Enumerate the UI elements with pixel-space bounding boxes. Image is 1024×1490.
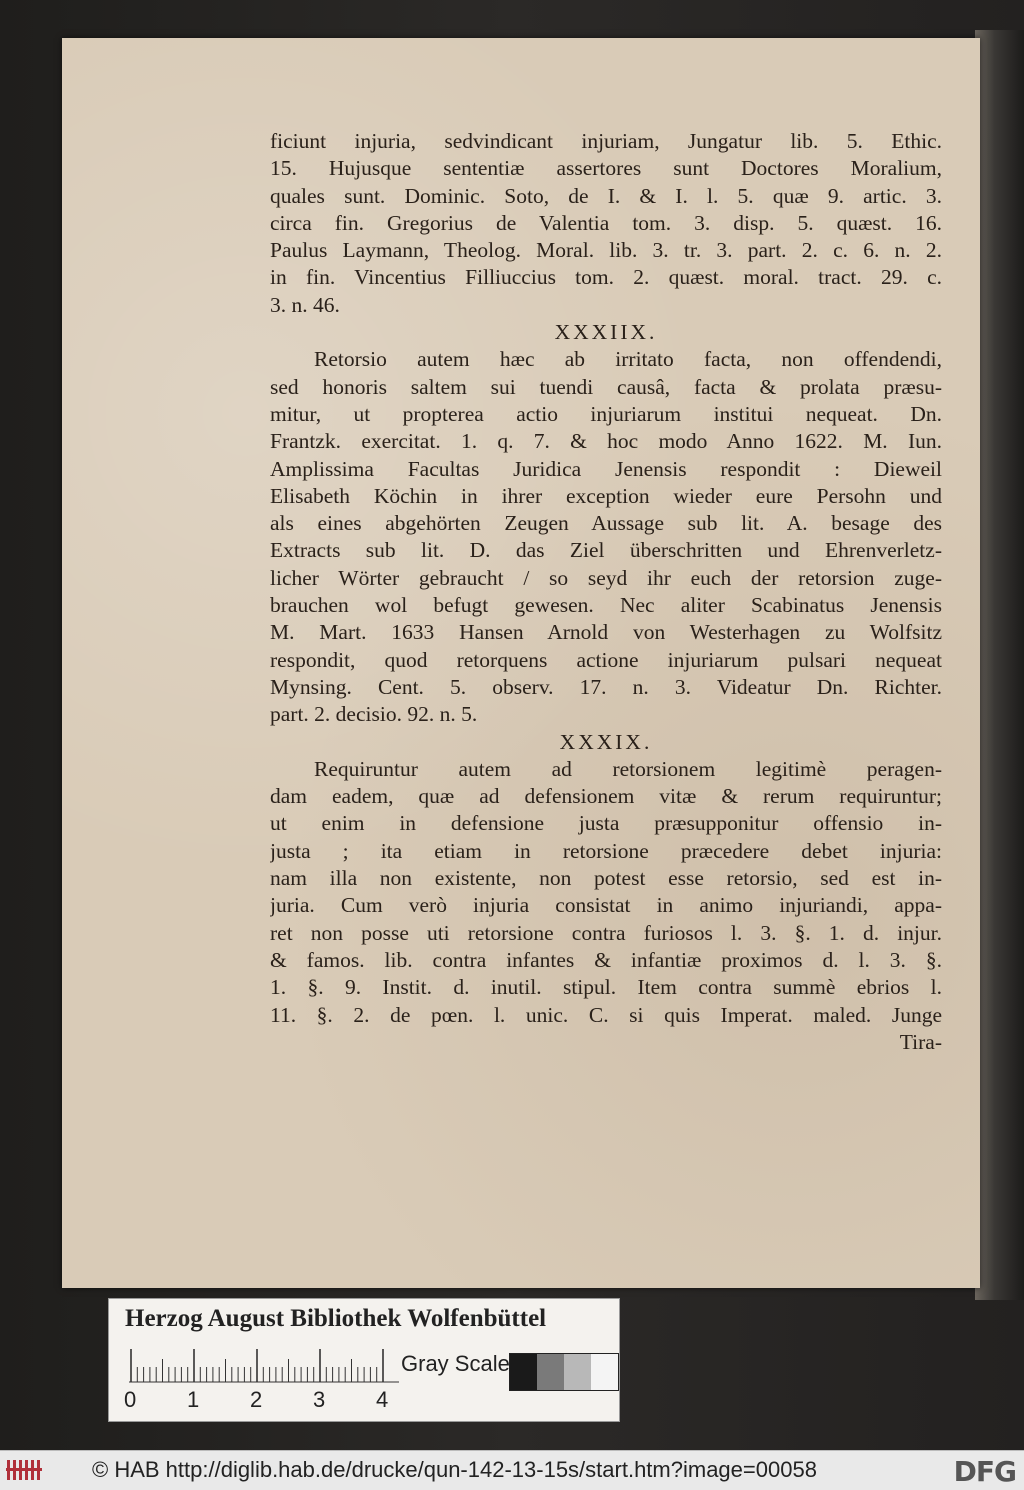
text-line: sed honoris saltem sui tuendi causâ, facta & prolata præsu- <box>270 374 942 399</box>
text-line: quales sunt. Dominic. Soto, de I. & I. l. 5. quæ 9. artic. 3. <box>270 183 942 208</box>
text-line: Amplissima Facultas Juridica Jenensis respondit : Dieweil <box>270 456 942 481</box>
text-line: Extracts sub lit. D. das Ziel überschritten und Ehrenverletz- <box>270 538 942 563</box>
footer-copyright-link[interactable]: © HAB http://diglib.hab.de/drucke/qun-142-13-15s/start.htm?image=00058 <box>92 1457 817 1482</box>
text-line: als eines abgehörten Zeugen Aussage sub lit. A. besage des <box>270 511 942 536</box>
text-line: respondit, quod retorquens actione injuriarum pulsari nequeat <box>270 647 942 672</box>
grayscale-label: Gray Scale <box>401 1351 510 1376</box>
text-line: justa ; ita etiam in retorsione præcedere debet injuria: <box>270 838 942 863</box>
text-line: ret non posse uti retorsione contra furiosos l. 3. §. 1. d. injur. <box>270 920 942 945</box>
text-line: Frantzk. exercitat. 1. q. 7. & hoc modo Anno 1622. M. Iun. <box>270 429 942 454</box>
ruler-label: 0 <box>124 1387 137 1412</box>
text-line: dam eadem, quæ ad defensionem vitæ & rerum requiruntur; <box>270 784 942 809</box>
text-line: juria. Cum verò injuria consistat in animo injuriandi, appa- <box>270 893 942 918</box>
catchword: Tira- <box>899 1029 942 1054</box>
gray-swatch <box>591 1354 618 1390</box>
gray-swatch <box>537 1354 564 1390</box>
text-line: 1. §. 9. Instit. d. inutil. stipul. Item contra summè ebrios l. <box>270 975 942 1000</box>
text-line: Paulus Laymann, Theolog. Moral. lib. 3. tr. 3. part. 2. c. 6. n. 2. <box>270 238 942 263</box>
section-heading: XXXIX. <box>559 729 653 754</box>
text-line: brauchen wol befugt gewesen. Nec aliter Scabinatus Jenensis <box>270 593 942 618</box>
ruler-label: 4 <box>376 1387 389 1412</box>
text-line: Requiruntur autem ad retorsionem legitimè peragen- <box>314 756 942 781</box>
text-line: part. 2. decisio. 92. n. 5. <box>270 702 478 727</box>
text-line: in fin. Vincentius Filliuccius tom. 2. quæst. moral. tract. 29. c. <box>270 265 942 290</box>
text-line: & famos. lib. contra infantes & infantiæ proximos d. l. 3. §. <box>270 947 942 972</box>
text-line: nam illa non existente, non potest esse retorsio, sed est in- <box>270 866 942 891</box>
gray-swatch <box>510 1354 537 1390</box>
footer-bar <box>0 1450 1024 1490</box>
color-calibration-bar <box>108 1298 620 1422</box>
gray-swatch <box>564 1354 591 1390</box>
text-line: 11. §. 2. de pœn. l. unic. C. si quis Imperat. maled. Junge <box>270 1002 942 1027</box>
dfg-logo: DFG <box>953 1455 1016 1488</box>
hab-logo-icon <box>6 1457 46 1483</box>
text-line: Elisabeth Köchin in ihrer exception wieder eure Persohn und <box>270 483 942 508</box>
text-line: mitur, ut propterea actio injuriarum institui nequeat. Dn. <box>270 401 942 426</box>
text-line: 3. n. 46. <box>270 292 340 317</box>
next-page-edge <box>975 30 1024 1300</box>
text-line: ut enim in defensione justa præsupponitur offensio in- <box>270 811 942 836</box>
text-line: licher Wörter gebraucht / so seyd ihr euch der retorsion zuge- <box>270 565 942 590</box>
ruler-label: 3 <box>313 1387 326 1412</box>
page-text <box>270 128 942 1056</box>
grayscale-swatches <box>509 1353 619 1391</box>
text-line: 15. Hujusque sententiæ assertores sunt Doctores Moralium, <box>270 156 942 181</box>
text-line: Mynsing. Cent. 5. observ. 17. n. 3. Videatur Dn. Richter. <box>270 674 942 699</box>
ruler-label: 1 <box>187 1387 200 1412</box>
colorbar-title: Herzog August Bibliothek Wolfenbüttel <box>125 1305 547 1332</box>
text-line: Retorsio autem hæc ab irritato facta, non offendendi, <box>314 347 942 372</box>
text-line: ficiunt injuria, sedvindicant injuriam, Jungatur lib. 5. Ethic. <box>270 129 942 153</box>
ruler-label: 2 <box>250 1387 263 1412</box>
ruler-scale <box>129 1349 399 1383</box>
section-heading: XXXIIX. <box>554 320 658 345</box>
text-line: M. Mart. 1633 Hansen Arnold von Westerhagen zu Wolfsitz <box>270 620 942 645</box>
text-line: circa fin. Gregorius de Valentia tom. 3. disp. 5. quæst. 16. <box>270 210 942 235</box>
